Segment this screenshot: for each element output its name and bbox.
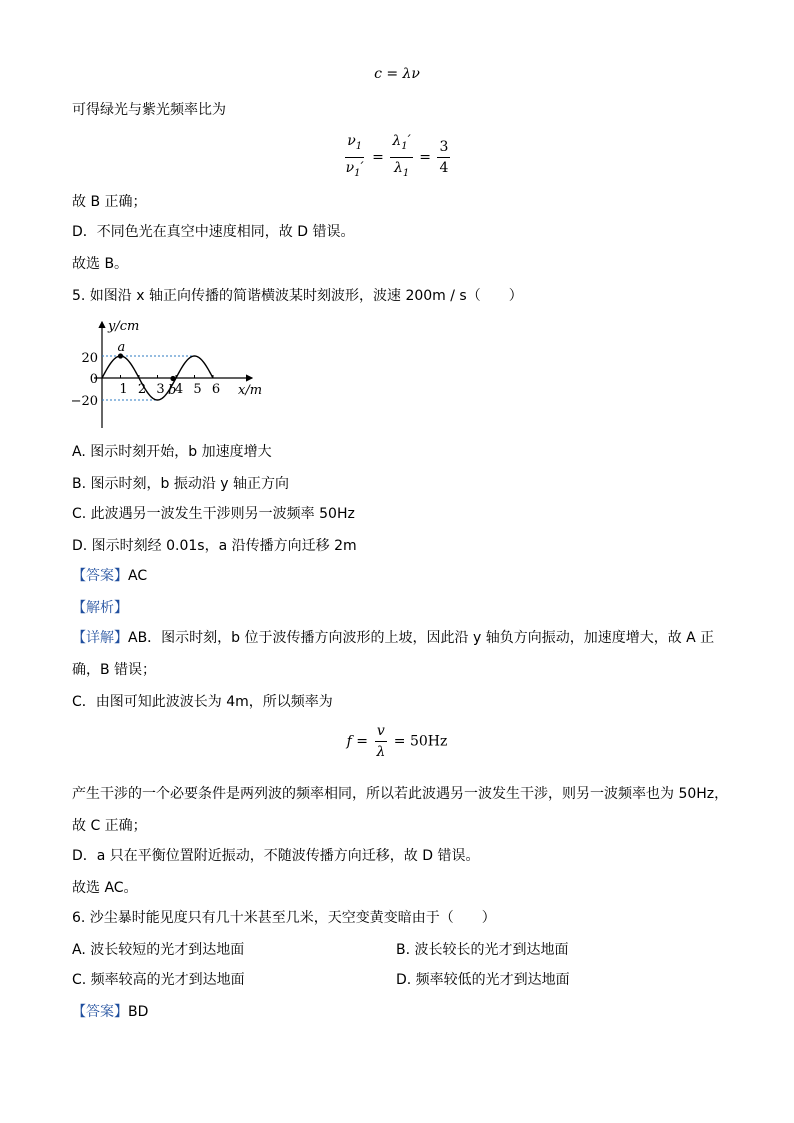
x-tick-label-4: 4	[174, 382, 184, 397]
answer-tag: 【答案】	[72, 568, 128, 584]
q5-detail-3: C．由图可知此波波长为 4m，所以频率为	[72, 694, 333, 710]
q6-option-c: C. 频率较高的光才到达地面	[72, 972, 245, 988]
frac-nu: $\frac{\nu_1}{\nu_1'}$	[345, 133, 364, 179]
text-choose-b: 故选 B。	[72, 256, 129, 272]
formula-ratio: $\frac{\nu_1}{\nu_1'}$ = $\frac{\lambda_1'}{\lambda_1}$ = $\frac{3}{4}$	[0, 132, 794, 183]
x-tick-label-5: 5	[193, 382, 202, 397]
formula-c: c = λν	[374, 66, 420, 82]
x-tick-label-2: 2	[137, 382, 147, 397]
q5-detail-7: 故选 AC。	[72, 880, 138, 896]
y-tick-0: 0	[89, 372, 98, 387]
y-axis-label: y/cm	[108, 319, 140, 334]
text-d-wrong: D．不同色光在真空中速度相同，故 D 错误。	[72, 224, 355, 240]
answer-value: AC	[128, 568, 148, 584]
q5-detail-2: 确，B 错误；	[72, 662, 157, 678]
wave-graph	[70, 316, 280, 432]
q5-answer	[72, 566, 147, 586]
q5-stem: 5. 如图沿 x 轴正向传播的简谐横波某时刻波形，波速 200m / s（ ）	[72, 288, 523, 304]
q5-option-a: A. 图示时刻开始，b 加速度增大	[72, 444, 272, 460]
answer-tag: 【答案】	[72, 1004, 128, 1020]
q6-option-d: D. 频率较低的光才到达地面	[396, 972, 570, 988]
q6-stem: 6. 沙尘暴时能见度只有几十米甚至几米，天空变黄变暗由于（ ）	[72, 910, 496, 926]
frac-result: $\frac{3}{4}$	[439, 138, 449, 176]
x-axis-label: x/m	[238, 383, 263, 398]
y-tick-20: 20	[81, 351, 98, 366]
q5-detail-5: 故 C 正确；	[72, 818, 147, 834]
q5-detail-6: D．a 只在平衡位置附近振动，不随波传播方向迁移，故 D 错误。	[72, 848, 480, 864]
y-tick-neg20: −20	[70, 394, 98, 409]
x-tick-label-3: 3	[156, 382, 165, 397]
point-b-marker	[170, 376, 175, 381]
q6-answer	[72, 1002, 148, 1022]
detail-tag: 【详解】	[72, 630, 128, 646]
q6-option-a: A. 波长较短的光才到达地面	[72, 942, 245, 958]
x-tick-label-1: 1	[119, 382, 128, 397]
q5-detail-1: 【详解】AB．图示时刻，b 位于波传播方向波形的上坡，因此沿 y 轴负方向振动，加速度增大，故 A 正	[72, 630, 715, 646]
point-a-label: a	[117, 340, 126, 355]
q5-option-b: B. 图示时刻，b 振动沿 y 轴正方向	[72, 476, 290, 492]
q5-option-d: D. 图示时刻经 0.01s，a 沿传播方向迁移 2m	[72, 538, 357, 554]
q5-option-c: C. 此波遇另一波发生干涉则另一波频率 50Hz	[72, 506, 355, 522]
q6-option-b: B. 波长较长的光才到达地面	[396, 942, 569, 958]
q5-detail-4: 产生干涉的一个必要条件是两列波的频率相同，所以若此波遇另一波发生干涉，则另一波频率也为 50Hz，	[72, 786, 729, 802]
q5-analysis-tag: 【解析】	[72, 600, 128, 616]
text-b-correct: 故 B 正确；	[72, 194, 147, 210]
x-tick-label-6: 6	[211, 382, 221, 397]
answer-value: BD	[128, 1004, 149, 1020]
point-b-label: b	[168, 383, 177, 398]
text-freq-ratio: 可得绿光与紫光频率比为	[72, 102, 226, 118]
frac-lambda: $\frac{\lambda_1'}{\lambda_1}$	[392, 133, 411, 179]
formula-f: f = $\frac{v}{\lambda}$ = 50Hz	[346, 723, 448, 760]
